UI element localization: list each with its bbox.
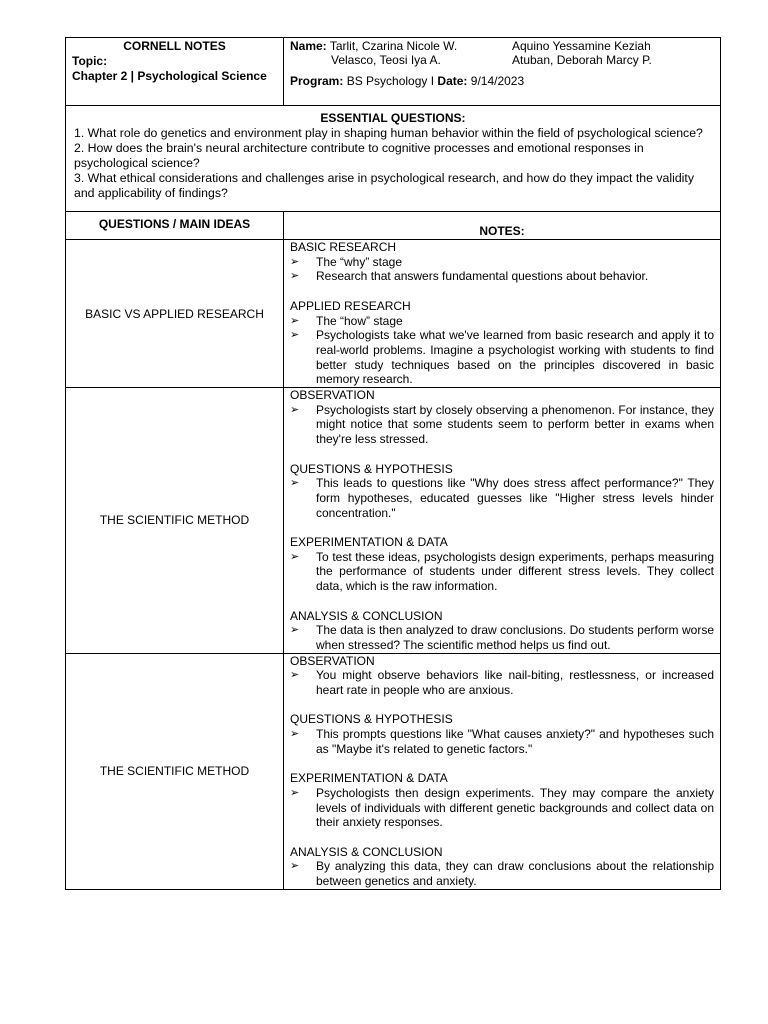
notes-cell [284, 240, 721, 388]
bullet-item [290, 269, 714, 284]
header-right-cell [284, 38, 721, 106]
bullet-text: To test these ideas, psychologists design experiments, perhaps measuring the performance of students under different stress levels. They collect data, which is the raw information. [316, 549, 714, 594]
bullet-item [290, 859, 714, 888]
arrow-bullet-icon: ➢ [290, 624, 300, 637]
cornell-notes-table [65, 37, 721, 890]
main-ideas-column-header: QUESTIONS / MAIN IDEAS [66, 212, 284, 240]
note-section [290, 609, 714, 653]
note-heading: OBSERVATION [290, 388, 375, 403]
note-section [290, 240, 714, 284]
arrow-bullet-icon: ➢ [290, 403, 300, 416]
names-block [290, 39, 714, 67]
bullet-item [290, 786, 714, 830]
note-heading: EXPERIMENTATION & DATA [290, 535, 448, 550]
bullet-item [290, 403, 714, 447]
note-heading: QUESTIONS & HYPOTHESIS [290, 712, 453, 727]
arrow-bullet-icon: ➢ [290, 728, 300, 741]
arrow-bullet-icon: ➢ [290, 550, 300, 563]
essential-questions-cell [66, 106, 721, 212]
note-heading: APPLIED RESEARCH [290, 298, 411, 313]
bullet-item [290, 328, 714, 387]
bullet-item [290, 314, 714, 329]
bullet-text: This leads to questions like "Why does stress affect performance?" They form hypotheses, educated guesses like "Higher stress levels hinder concentration." [316, 476, 714, 520]
essential-question: 2. How does the brain's neural architecture contribute to cognitive processes and emotional responses in psychological science? [74, 141, 644, 170]
note-heading: ANALYSIS & CONCLUSION [290, 844, 443, 859]
column-header-row [66, 212, 721, 240]
arrow-bullet-icon: ➢ [290, 860, 300, 873]
note-section [290, 299, 714, 387]
student-name: Atuban, Deborah Marcy P. [512, 53, 652, 67]
note-heading: EXPERIMENTATION & DATA [290, 771, 448, 786]
arrow-bullet-icon: ➢ [290, 314, 300, 327]
date-value: 9/14/2023 [470, 74, 525, 88]
document-title: CORNELL NOTES [123, 39, 226, 53]
bullet-item [290, 623, 714, 652]
arrow-bullet-icon: ➢ [290, 270, 300, 283]
bullet-item [290, 668, 714, 697]
arrow-bullet-icon: ➢ [290, 255, 300, 268]
student-name: Aquino Yessamine Keziah [512, 39, 651, 53]
bullet-text: This prompts questions like "What causes anxiety?" and hypotheses such as "Maybe it's related to genetic factors." [316, 727, 714, 756]
notes-rows [66, 240, 721, 890]
essential-questions-title: ESSENTIAL QUESTIONS: [320, 111, 466, 125]
bullet-text: Psychologists take what we've learned from basic research and apply it to real-world problems. Imagine a psychologist working with students to find better study techniques based on the principles discovered in basic memory research. [316, 328, 714, 387]
topic-label: Topic: [72, 54, 108, 68]
notes-row [66, 388, 721, 654]
notes-column-header: NOTES: [284, 212, 721, 240]
note-section [290, 771, 714, 830]
notes-row [66, 240, 721, 388]
bullet-text: Psychologists start by closely observing a phenomenon. For instance, they might notice that some students seem to perform better in exams when they're less stressed. [316, 402, 714, 447]
header-row [66, 38, 721, 106]
bullet-item [290, 255, 714, 270]
topic-value: Chapter 2 | Psychological Science [72, 69, 267, 83]
note-section [290, 462, 714, 521]
main-idea-cell: THE SCIENTIFIC METHOD [66, 653, 284, 889]
bullet-text: You might observe behaviors like nail-biting, restlessness, or increased heart rate in people who are anxious. [316, 668, 714, 698]
bullet-text: The “how” stage [316, 313, 403, 328]
essential-question: 1. What role do genetics and environment play in shaping human behavior within the field of psychological science? [74, 126, 703, 140]
notes-cell [284, 388, 721, 654]
name-label: Name: [290, 39, 327, 53]
student-name: Tarlit, Czarina Nicole W. [329, 39, 458, 53]
date-label: Date: [437, 74, 468, 88]
essential-question: 3. What ethical considerations and challenges arise in psychological research, and how do they impact the validity and applicability of findings? [74, 171, 694, 200]
bullet-item [290, 550, 714, 594]
arrow-bullet-icon: ➢ [290, 669, 300, 682]
arrow-bullet-icon: ➢ [290, 329, 300, 342]
bullet-text: By analyzing this data, they can draw conclusions about the relationship between genetics and anxiety. [316, 859, 714, 889]
header-left-cell [66, 38, 284, 106]
note-section [290, 535, 714, 594]
bullet-text: Psychologists then design experiments. They may compare the anxiety levels of individuals with different genetic backgrounds and collect data on their anxiety responses. [316, 785, 714, 830]
note-heading: BASIC RESEARCH [290, 240, 397, 254]
note-heading: ANALYSIS & CONCLUSION [290, 608, 443, 623]
note-heading: OBSERVATION [290, 653, 375, 668]
note-section [290, 845, 714, 889]
bullet-text: Research that answers fundamental questions about behavior. [316, 269, 649, 284]
bullet-item [290, 727, 714, 756]
notes-row [66, 653, 721, 889]
program-label: Program: [290, 74, 344, 88]
note-section [290, 388, 714, 447]
program-value: BS Psychology I [346, 74, 435, 88]
essential-questions-row [66, 106, 721, 212]
student-name: Velasco, Teosi Iya A. [331, 53, 441, 67]
notes-cell [284, 653, 721, 889]
note-heading: QUESTIONS & HYPOTHESIS [290, 461, 453, 476]
note-section [290, 712, 714, 756]
cornell-notes-page [65, 37, 721, 890]
main-idea-cell: THE SCIENTIFIC METHOD [66, 388, 284, 654]
bullet-text: The “why” stage [316, 254, 403, 269]
main-idea-cell: BASIC VS APPLIED RESEARCH [66, 240, 284, 388]
bullet-item [290, 476, 714, 520]
bullet-text: The data is then analyzed to draw conclusions. Do students perform worse when stressed? The scientific method helps us find out. [316, 623, 714, 652]
arrow-bullet-icon: ➢ [290, 477, 300, 490]
arrow-bullet-icon: ➢ [290, 786, 300, 799]
program-line [290, 74, 714, 88]
note-section [290, 654, 714, 698]
